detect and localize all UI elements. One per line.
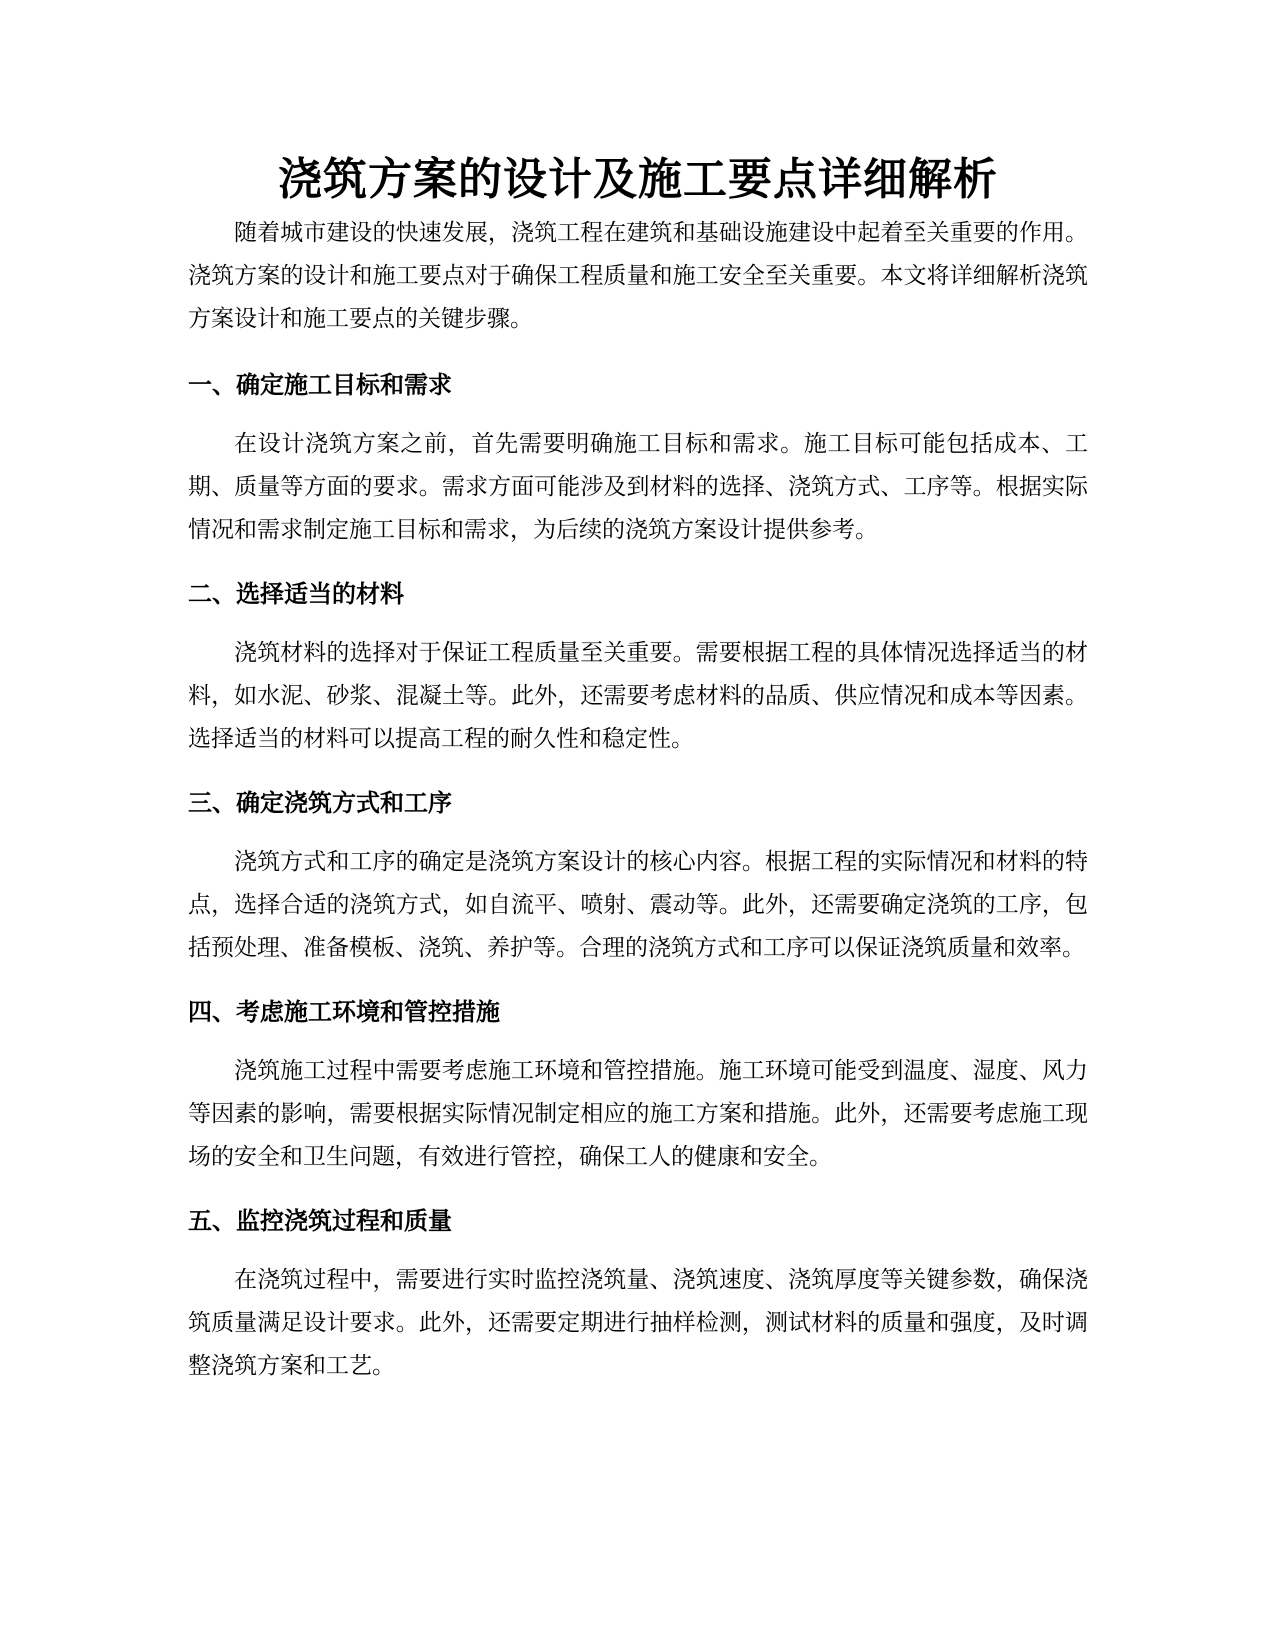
section-4-body: 浇筑施工过程中需要考虑施工环境和管控措施。施工环境可能受到温度、湿度、风力等因素的影响，需要根据实际情况制定相应的施工方案和措施。此外，还需要考虑施工现场的安全和卫生问题，有效进行管控，确保工人的健康和安全。 [188, 1058, 1088, 1170]
section-5-heading: 五、监控浇筑过程和质量 [188, 1207, 452, 1235]
document-content [188, 148, 1088, 1388]
section-3 [188, 783, 1088, 970]
section-4-heading: 四、考虑施工环境和管控措施 [188, 998, 500, 1026]
section-1-body: 在设计浇筑方案之前，首先需要明确施工目标和需求。施工目标可能包括成本、工期、质量等方面的要求。需求方面可能涉及到材料的选择、浇筑方式、工序等。根据实际情况和需求制定施工目标和需求，为后续的浇筑方案设计提供参考。 [188, 431, 1088, 543]
section-3-heading: 三、确定浇筑方式和工序 [188, 789, 452, 817]
section-5-body: 在浇筑过程中，需要进行实时监控浇筑量、浇筑速度、浇筑厚度等关键参数，确保浇筑质量满足设计要求。此外，还需要定期进行抽样检测，测试材料的质量和强度，及时调整浇筑方案和工艺。 [188, 1267, 1088, 1379]
document-title: 浇筑方案的设计及施工要点详细解析 [278, 154, 998, 205]
section-1-heading: 一、确定施工目标和需求 [188, 371, 452, 399]
section-5 [188, 1201, 1088, 1388]
section-2-heading: 二、选择适当的材料 [188, 580, 404, 608]
intro-paragraph: 随着城市建设的快速发展，浇筑工程在建筑和基础设施建设中起着至关重要的作用。浇筑方案的设计和施工要点对于确保工程质量和施工安全至关重要。本文将详细解析浇筑方案设计和施工要点的关键步骤。 [188, 220, 1088, 332]
section-2-body: 浇筑材料的选择对于保证工程质量至关重要。需要根据工程的具体情况选择适当的材料，如水泥、砂浆、混凝土等。此外，还需要考虑材料的品质、供应情况和成本等因素。选择适当的材料可以提高工程的耐久性和稳定性。 [188, 640, 1088, 752]
section-2 [188, 574, 1088, 761]
section-1 [188, 365, 1088, 552]
section-3-body: 浇筑方式和工序的确定是浇筑方案设计的核心内容。根据工程的实际情况和材料的特点，选择合适的浇筑方式，如自流平、喷射、震动等。此外，还需要确定浇筑的工序，包括预处理、准备模板、浇筑、养护等。合理的浇筑方式和工序可以保证浇筑质量和效率。 [188, 849, 1088, 961]
section-4 [188, 992, 1088, 1179]
